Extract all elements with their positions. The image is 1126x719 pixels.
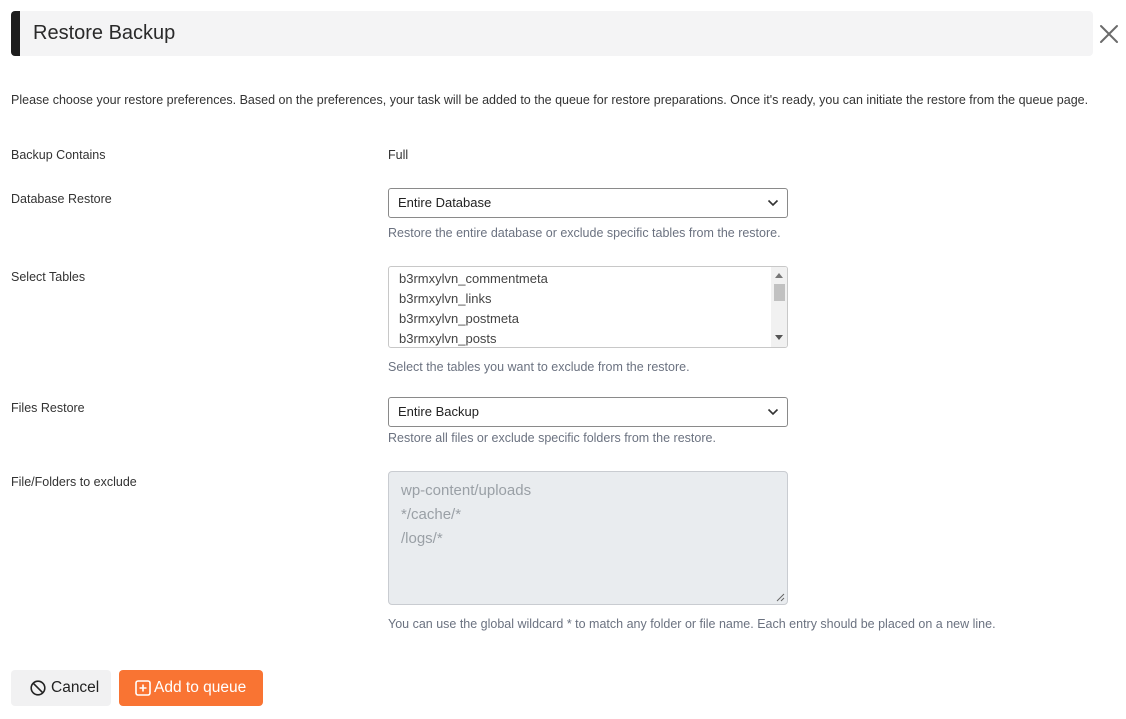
cancel-button[interactable] xyxy=(11,670,111,706)
plus-square-icon xyxy=(135,680,151,696)
table-option[interactable]: b3rmxylvn_links xyxy=(399,291,492,306)
resize-grip-icon[interactable] xyxy=(776,593,785,602)
files-restore-label: Files Restore xyxy=(11,401,85,415)
database-restore-selected: Entire Database xyxy=(398,195,492,210)
table-option[interactable]: b3rmxylvn_postmeta xyxy=(399,311,519,326)
dialog-header xyxy=(11,11,1093,56)
table-option[interactable]: b3rmxylvn_posts xyxy=(399,331,497,346)
files-restore-select[interactable] xyxy=(388,397,788,427)
dialog-title: Restore Backup xyxy=(33,22,176,44)
database-restore-select[interactable] xyxy=(388,188,788,218)
close-icon[interactable] xyxy=(1097,22,1121,46)
exclude-placeholder-line: /logs/* xyxy=(401,530,443,547)
scroll-thumb[interactable] xyxy=(774,284,785,301)
add-to-queue-button[interactable] xyxy=(119,670,263,706)
database-restore-label: Database Restore xyxy=(11,192,112,206)
tables-listbox[interactable] xyxy=(388,266,788,348)
database-restore-hint: Restore the entire database or exclude specific tables from the restore. xyxy=(388,226,781,240)
exclude-textarea[interactable] xyxy=(388,471,788,605)
files-restore-selected: Entire Backup xyxy=(398,404,479,419)
chevron-down-icon xyxy=(767,198,779,208)
ban-icon xyxy=(30,680,46,696)
exclude-label: File/Folders to exclude xyxy=(11,475,137,489)
listbox-scrollbar[interactable] xyxy=(771,267,787,347)
select-tables-label: Select Tables xyxy=(11,270,86,284)
backup-contains-value: Full xyxy=(388,148,409,162)
files-restore-hint: Restore all files or exclude specific folders from the restore. xyxy=(388,431,716,445)
cancel-button-label: Cancel xyxy=(51,679,100,696)
select-tables-hint: Select the tables you want to exclude from the restore. xyxy=(388,360,690,374)
intro-text: Please choose your restore preferences. Based on the preferences, your task will be added to the queue for restore preparations. Once it's ready, you can initiate the restore from the queue page. xyxy=(11,93,1089,107)
exclude-hint: You can use the global wildcard * to match any folder or file name. Each entry should be placed on a new line. xyxy=(388,617,996,631)
exclude-placeholder-line: */cache/* xyxy=(401,506,462,523)
exclude-placeholder-line: wp-content/uploads xyxy=(401,482,532,499)
table-option[interactable]: b3rmxylvn_commentmeta xyxy=(399,271,548,286)
add-to-queue-label: Add to queue xyxy=(154,679,247,696)
chevron-down-icon xyxy=(767,407,779,417)
scroll-down-icon[interactable] xyxy=(775,335,783,341)
header-accent-bar xyxy=(11,11,20,56)
backup-contains-label: Backup Contains xyxy=(11,148,106,162)
scroll-up-icon[interactable] xyxy=(775,272,783,278)
